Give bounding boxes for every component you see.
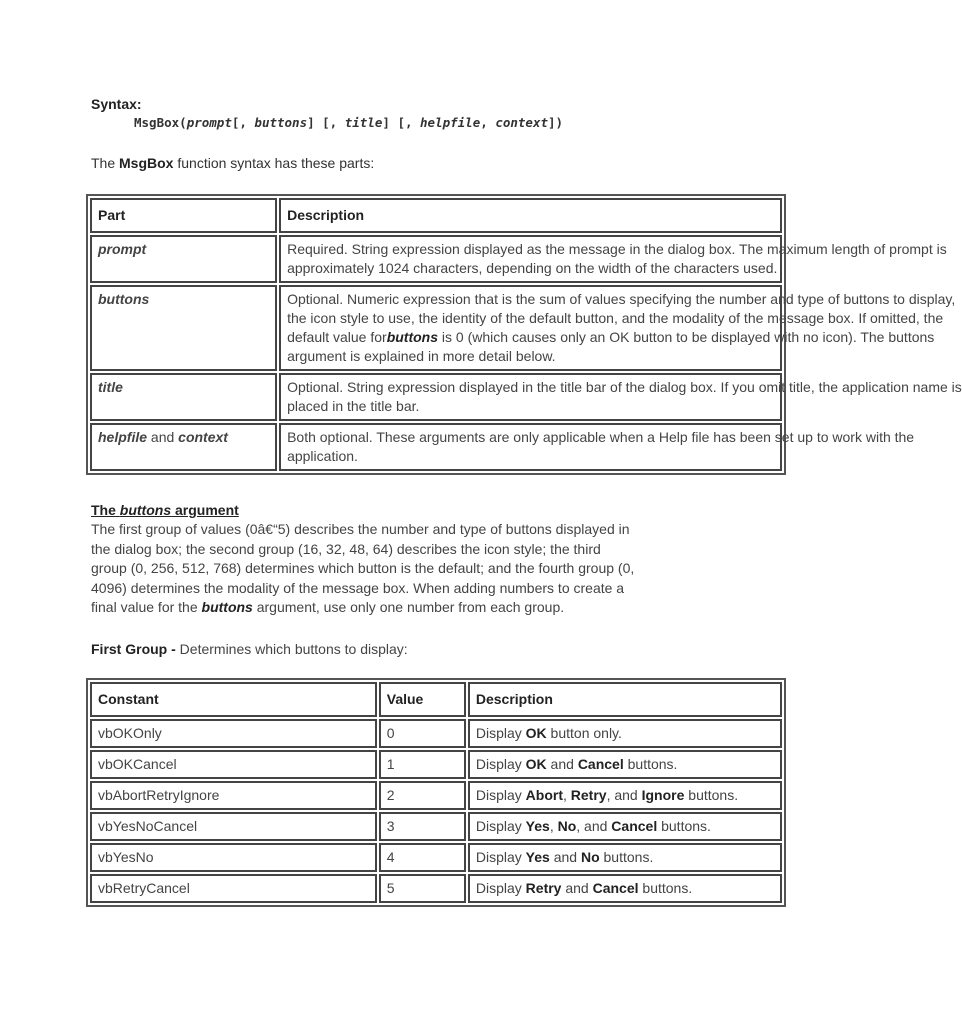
constant-cell: vbOKCancel	[90, 750, 377, 779]
description-text: button only.	[546, 725, 622, 741]
description-text: Display	[475, 787, 526, 803]
constant-cell: vbYesNo	[90, 843, 377, 872]
description-cell	[279, 373, 962, 421]
description-text: ,	[563, 787, 571, 803]
description-text: and	[546, 756, 578, 772]
paragraph-line: the dialog box; the second group (16, 32, 48, 64) describes the icon style; the third	[91, 540, 601, 557]
first-group-rows	[90, 719, 782, 903]
part-context: context	[178, 429, 228, 445]
syntax-sep: [,	[231, 115, 255, 130]
constant-cell: vbYesNoCancel	[90, 812, 377, 841]
header-part: Part	[90, 198, 277, 233]
syntax-sep: ] [,	[307, 115, 345, 130]
button-name: Cancel	[611, 818, 658, 834]
button-name: Cancel	[592, 880, 639, 896]
heading-text: The	[91, 502, 120, 518]
description-cell	[279, 235, 947, 283]
description-cell	[468, 781, 782, 810]
table-header-row	[90, 198, 782, 233]
syntax-arg-buttons: buttons	[254, 115, 308, 130]
description-text: Display	[475, 880, 526, 896]
part-title: title	[90, 373, 277, 421]
value-cell: 0	[379, 719, 466, 748]
button-name: Yes	[525, 849, 550, 865]
description-text: , and	[606, 787, 642, 803]
button-name: Ignore	[641, 787, 685, 803]
header-description: Description	[468, 682, 782, 717]
syntax-code	[134, 115, 563, 130]
description-cell	[468, 750, 782, 779]
paragraph-text: final value for the	[91, 599, 202, 616]
description-line	[287, 328, 935, 347]
description-text: , and	[576, 818, 612, 834]
buttons-argument-heading	[91, 502, 239, 518]
description-text: buttons.	[638, 880, 693, 896]
description-emphasis: buttons	[386, 329, 439, 345]
part-prompt: prompt	[90, 235, 277, 283]
paragraph-line: 4096) determines the modality of the message box. When adding numbers to create a	[91, 579, 625, 596]
table-row	[90, 750, 782, 779]
syntax-label: Syntax:	[91, 96, 142, 112]
description-text: buttons.	[684, 787, 739, 803]
description-text: buttons.	[657, 818, 711, 834]
first-group-bold: First Group -	[91, 641, 180, 657]
syntax-sep: ,	[480, 115, 496, 130]
description-cell	[468, 843, 782, 872]
description-text: Display	[475, 849, 526, 865]
intro-after: function syntax has these parts:	[173, 155, 375, 171]
table-row	[90, 874, 782, 903]
intro-text	[91, 155, 374, 171]
paragraph-text: argument, use only one number from each group.	[252, 599, 565, 616]
constant-cell: vbOKOnly	[90, 719, 377, 748]
table-row	[90, 373, 782, 421]
value-cell: 4	[379, 843, 466, 872]
description-text: Display	[475, 756, 526, 772]
button-name: Retry	[525, 880, 562, 896]
description-line: argument is explained in more detail below.	[287, 348, 556, 364]
table-row	[90, 285, 782, 371]
button-name: OK	[525, 756, 547, 772]
description-text: buttons.	[599, 849, 654, 865]
value-cell: 5	[379, 874, 466, 903]
table-row	[90, 719, 782, 748]
table-row	[90, 843, 782, 872]
description-cell	[279, 285, 956, 371]
syntax-arg-title: title	[344, 115, 383, 130]
syntax-func: MsgBox(	[134, 115, 187, 130]
parts-table	[86, 194, 962, 475]
first-group-text: Determines which buttons to display:	[179, 641, 408, 657]
header-value: Value	[379, 682, 466, 717]
description-text: and	[561, 880, 593, 896]
button-name: No	[580, 849, 600, 865]
description-text: buttons.	[623, 756, 678, 772]
intro-bold: MsgBox	[119, 155, 174, 171]
value-cell: 3	[379, 812, 466, 841]
header-constant: Constant	[90, 682, 377, 717]
description-text: and	[549, 849, 581, 865]
paragraph-line: The first group of values (0â€“5) describes the number and type of buttons displayed in	[91, 521, 630, 537]
button-name: OK	[525, 725, 547, 741]
table-row	[90, 423, 782, 471]
description-cell	[468, 874, 782, 903]
description-cell	[468, 719, 782, 748]
button-name: Cancel	[577, 756, 624, 772]
part-and: and	[147, 429, 179, 445]
description-line: application.	[287, 448, 358, 464]
value-cell: 1	[379, 750, 466, 779]
description-cell	[279, 423, 915, 471]
constant-cell: vbAbortRetryIgnore	[90, 781, 377, 810]
table-row	[90, 781, 782, 810]
description-line: placed in the title bar.	[287, 398, 420, 414]
description-line: approximately 1024 characters, depending on the width of the characters used.	[287, 260, 778, 276]
description-cell	[468, 812, 782, 841]
description-text: ,	[549, 818, 558, 834]
part-helpfile: helpfile	[98, 429, 148, 445]
paragraph-line: group (0, 256, 512, 768) determines which button is the default; and the fourth group (0,	[91, 560, 635, 577]
description-line: Both optional. These arguments are only applicable when a Help file has been set up to work with the	[287, 429, 915, 445]
description-line: Required. String expression displayed as the message in the dialog box. The maximum length of prompt is	[287, 241, 947, 257]
heading-italic: buttons	[119, 502, 172, 518]
description-text: default value for	[287, 329, 387, 345]
button-name: Abort	[525, 787, 563, 803]
table-row	[90, 812, 782, 841]
button-name: Retry	[570, 787, 607, 803]
description-line: Optional. Numeric expression that is the sum of values specifying the number and type of buttons to display,	[287, 291, 956, 307]
heading-text: argument	[171, 502, 239, 518]
description-line: the icon style to use, the identity of the default button, and the modality of the message box. If omitted, the	[287, 310, 944, 326]
first-group-table	[86, 678, 786, 907]
syntax-close: ])	[548, 115, 564, 130]
intro-before: The	[91, 155, 120, 171]
syntax-arg-prompt: prompt	[186, 115, 232, 130]
value-cell: 2	[379, 781, 466, 810]
description-text: Display	[475, 725, 526, 741]
table-row	[90, 235, 782, 283]
description-text: Display	[475, 818, 526, 834]
part-buttons: buttons	[90, 285, 277, 371]
description-text: is 0 (which causes only an OK button to be displayed with no icon). The buttons	[438, 329, 935, 345]
header-description: Description	[279, 198, 782, 233]
button-name: No	[557, 818, 577, 834]
paragraph-line	[91, 598, 691, 618]
paragraph-emphasis: buttons	[201, 599, 253, 616]
syntax-arg-helpfile: helpfile	[420, 115, 481, 130]
buttons-argument-paragraph	[91, 520, 691, 618]
constant-cell: vbRetryCancel	[90, 874, 377, 903]
table-header-row	[90, 682, 782, 717]
part-helpfile-context	[90, 423, 277, 471]
description-line: Optional. String expression displayed in the title bar of the dialog box. If you omit title, the application name is	[287, 379, 962, 395]
first-group-label	[91, 641, 408, 657]
button-name: Yes	[525, 818, 550, 834]
syntax-arg-context: context	[495, 115, 548, 130]
syntax-sep: ] [,	[382, 115, 421, 130]
